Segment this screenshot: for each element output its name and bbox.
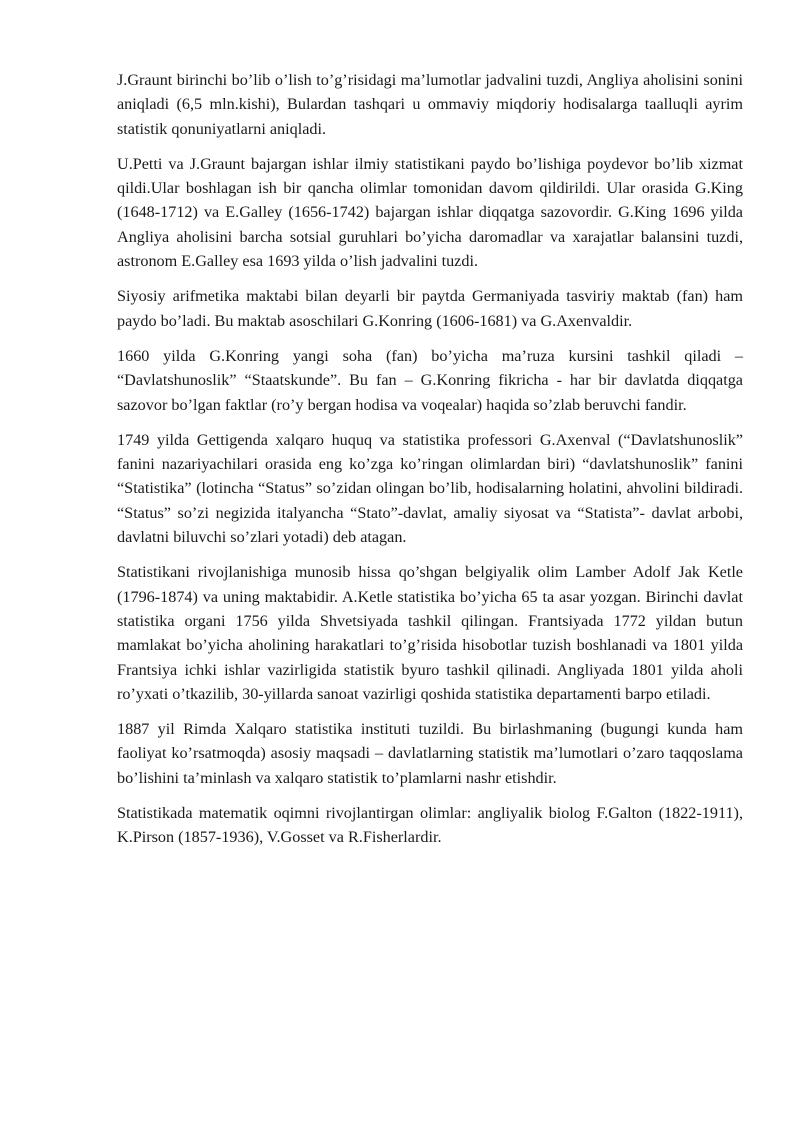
document-page bbox=[117, 68, 743, 861]
paragraph-siyosiy-arifmetika: Siyosiy arifmetika maktabi bilan deyarli bir paytda Germaniyada tasviriy maktab (fan) ham paydo bo’ladi. Bu maktab asoschilari G.Konring (1606-1681) va G.Axenvaldir. bbox=[117, 287, 743, 330]
paragraph-petti-graunt: U.Petti va J.Graunt bajargan ishlar ilmiy statistikani paydo bo’lishiga poydevor bo’lib xizmat qildi.Ular boshlagan ish bir qancha olimlar tomonidan davom qildirildi. Ular orasida G.King (1648-1712) va E.Galley (1656-1742) bajargan ishlar diqqatga sazovordir. G.King 1696 yilda Angliya aholisini barcha sotsial guruhlari bo’yicha daromadlar va xarajatlar balansini tuzdi, astronom E.Galley esa 1693 yilda o’lish jadvalini tuzdi. bbox=[117, 154, 743, 271]
paragraph-konring: 1660 yilda G.Konring yangi soha (fan) bo’yicha ma’ruza kursini tashkil qiladi – “Davlatshunoslik” “Staatskunde”. Bu fan – G.Konring fikricha - har bir davlatda diqqatga sazovor bo’lgan faktlar (ro’y bergan hodisa va voqealar) haqida so’zlab beruvchi fandir. bbox=[117, 346, 743, 414]
paragraph-graunt: J.Graunt birinchi bo’lib o’lish to’g’risidagi ma’lumotlar jadvalini tuzdi, Angliya aholisini sonini aniqladi (6,5 mln.kishi), Bulardan tashqari u ommaviy miqdoriy hodisalarga taalluqli ayrim statistik qonuniyatlarni aniqladi. bbox=[117, 71, 743, 138]
paragraph-xalqaro-institut: 1887 yil Rimda Xalqaro statistika instituti tuzildi. Bu birlashmaning (bugungi kunda ham faoliyat ko’rsatmoqda) asosiy maqsadi – davlatlarning statistik ma’lumotlari o’zaro taqqoslama bo’lishini ta’minlash va xalqaro statistik to’plamlarni nashr etishdir. bbox=[117, 720, 743, 787]
paragraph-ketle: Statistikani rivojlanishiga munosib hissa qo’shgan belgiyalik olim Lamber Adolf Jak Ketle (1796-1874) va uning maktabidir. A.Ketle statistika bo’yicha 65 ta asar yozgan. Birinchi davlat statistika organi 1756 yilda Shvetsiyada tashkil qilingan. Frantsiyada 1772 yildan butun mamlakat bo’yicha aholining harakatlari to’g’risida hisobotlar tuzish boshlanadi va 1801 yilda Frantsiya ichki ishlar vazirligida statistik byuro tashkil qilinadi. Angliyada 1801 yilda aholi ro’yxati o’tkazilib, 30-yillarda sanoat vazirligi qoshida statistika departamenti barpo etiladi. bbox=[117, 563, 743, 703]
paragraph-matematik-oqim: Statistikada matematik oqimni rivojlantirgan olimlar: angliyalik biolog F.Galton (1822-1911), K.Pirson (1857-1936), V.Gosset va R.Fisherlardir. bbox=[117, 804, 743, 847]
paragraph-axenval: 1749 yilda Gettigenda xalqaro huquq va statistika professori G.Axenval (“Davlatshunoslik” fanini nazariyachilari orasida eng ko’zga ko’ringan olimlardan biri) “davlatshunoslik” fanini “Statistika” (lotincha “Status” so’zidan olingan bo’lib, hodisalarning holatini, ahvolini bildiradi. “Status” so’zi negizida italyancha “Stato”-davlat, amaliy siyosat va “Statista”- davlat arbobi, davlatni biluvchi so’zlari yotadi) deb atagan. bbox=[117, 430, 743, 547]
